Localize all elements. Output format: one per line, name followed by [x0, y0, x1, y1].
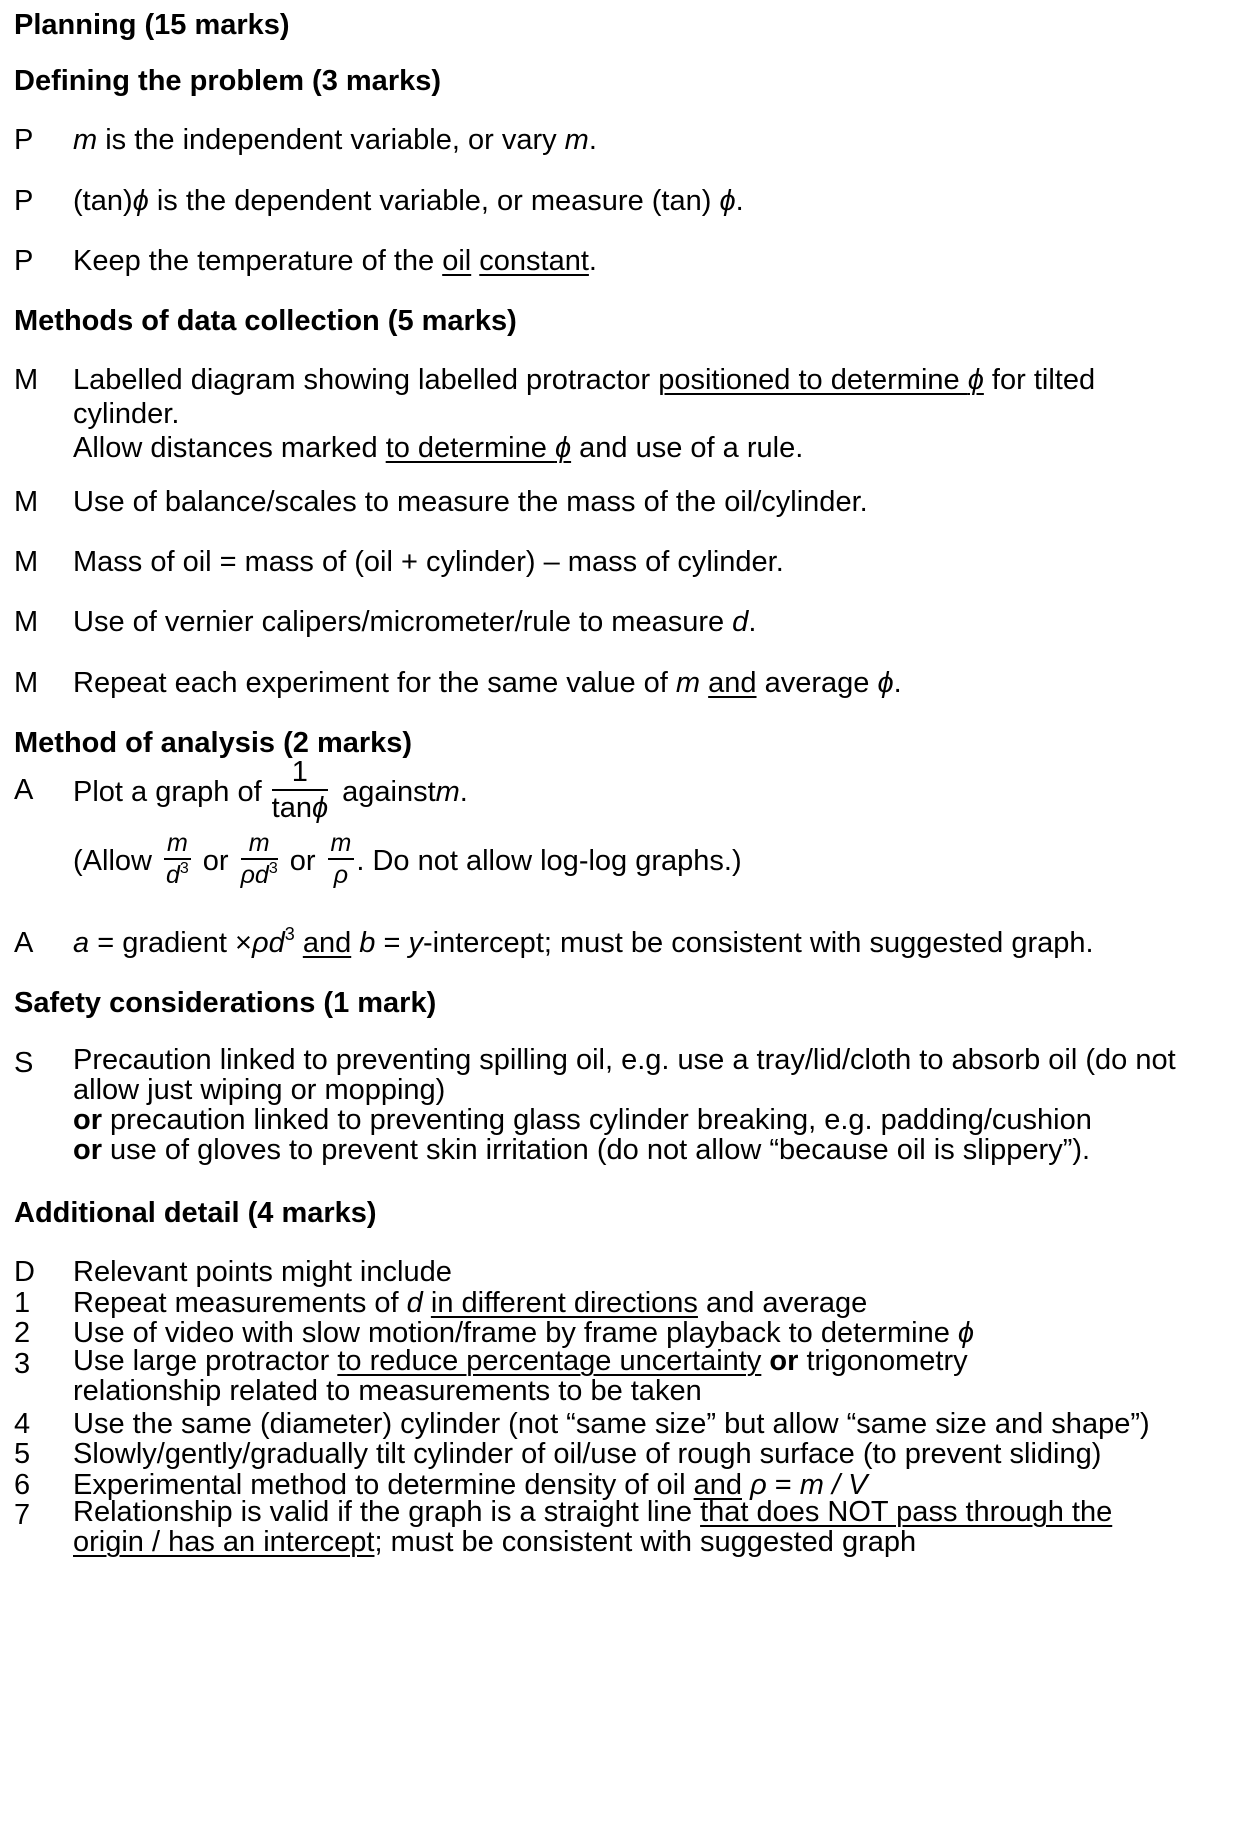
detail-item-5: Slowly/gently/gradually tilt cylinder of oil/use of rough surface (to prevent sliding): [73, 1438, 1102, 1470]
detail-item-4: Use the same (diameter) cylinder (not “same size” but allow “same size and shape”): [73, 1408, 1150, 1440]
list-number: 4: [14, 1408, 31, 1440]
mark-point-m1: Labelled diagram showing labelled protractor positioned to determine ϕ for tilted cylinder. Allow distances marked to determine ϕ and use of a rule.: [73, 364, 1096, 464]
detail-item-6: Experimental method to determine density of oil and ρ = m / V: [73, 1469, 868, 1501]
mark-code: M: [14, 546, 39, 578]
mark-code: M: [14, 606, 39, 638]
mark-point-m5: Repeat each experiment for the same value of m and average ϕ.: [73, 667, 902, 699]
list-number: 3: [14, 1348, 31, 1380]
section-heading-defining-problem: Defining the problem (3 marks): [14, 65, 442, 97]
section-heading-planning: Planning (15 marks): [14, 9, 290, 41]
mark-point-m2: Use of balance/scales to measure the mass of the oil/cylinder.: [73, 486, 868, 518]
list-number: 1: [14, 1287, 31, 1319]
mark-code: M: [14, 364, 39, 396]
section-heading-analysis: Method of analysis (2 marks): [14, 727, 413, 759]
detail-item-7: Relationship is valid if the graph is a straight line that does NOT pass through the origin / has an intercept; must be consistent with suggested graph: [73, 1496, 1113, 1558]
list-number: 7: [14, 1499, 31, 1531]
mark-code: P: [14, 245, 34, 277]
mark-code: D: [14, 1256, 35, 1288]
mark-point-m3: Mass of oil = mass of (oil + cylinder) – mass of cylinder.: [73, 546, 784, 578]
mark-point-p1: m is the independent variable, or vary m.: [73, 124, 597, 156]
mark-point-p2: (tan)ϕ is the dependent variable, or measure (tan) ϕ.: [73, 185, 744, 217]
list-number: 5: [14, 1438, 31, 1470]
section-heading-additional-detail: Additional detail (4 marks): [14, 1197, 377, 1229]
mark-code: M: [14, 486, 39, 518]
mark-code: A: [14, 927, 34, 959]
mark-code: M: [14, 667, 39, 699]
fraction-m-over-rho-d-cubed: $\frac{m}{\rho d^3}$: [240, 828, 278, 889]
mark-code: S: [14, 1047, 34, 1079]
mark-code: A: [14, 774, 34, 806]
list-number: 6: [14, 1469, 31, 1501]
fraction-m-over-d-cubed: $\frac{m}{d^3}$: [164, 830, 191, 889]
mark-point-a1: Plot a graph of $\frac{1}{\tan\phi}$ against m . (Allow $\frac{m}{d^3}$ or $\frac{m}{\rho d^3}$ or $\frac{m}{\rho}$ . Do not allow log-log graphs.): [73, 755, 742, 889]
mark-point-p3: Keep the temperature of the oil constant.: [73, 245, 597, 277]
mark-point-s1: Precaution linked to preventing spilling oil, e.g. use a tray/lid/cloth to absorb oil (do not allow just wiping or mopping) or precaution linked to preventing glass cylinder breaking, e.g. padding/cushion or use of gloves to prevent skin irritation (do not allow “because oil is slippery”).: [73, 1044, 1176, 1166]
detail-item-3: Use large protractor to reduce percentage uncertainty or trigonometry relationship related to measurements to be taken: [73, 1345, 968, 1407]
section-heading-safety: Safety considerations (1 mark): [14, 987, 437, 1019]
fraction-m-over-rho: $\frac{m}{\rho}$: [328, 830, 355, 889]
mark-code: P: [14, 124, 34, 156]
mark-point-m4: Use of vernier calipers/micrometer/rule to measure d.: [73, 606, 757, 638]
mark-point-a2: a = gradient $\times\rho d^3$ and b = y-intercept; must be consistent with suggested graph.: [73, 924, 1094, 959]
detail-item-2: Use of video with slow motion/frame by frame playback to determine ϕ: [73, 1317, 975, 1349]
list-number: 2: [14, 1317, 31, 1349]
section-heading-methods: Methods of data collection (5 marks): [14, 305, 517, 337]
detail-item-1: Repeat measurements of d in different directions and average: [73, 1287, 868, 1319]
mark-code: P: [14, 185, 34, 217]
mark-point-d: Relevant points might include: [73, 1256, 452, 1288]
fraction-one-over-tan-phi: $\frac{1}{\tan\phi}$: [271, 755, 329, 824]
